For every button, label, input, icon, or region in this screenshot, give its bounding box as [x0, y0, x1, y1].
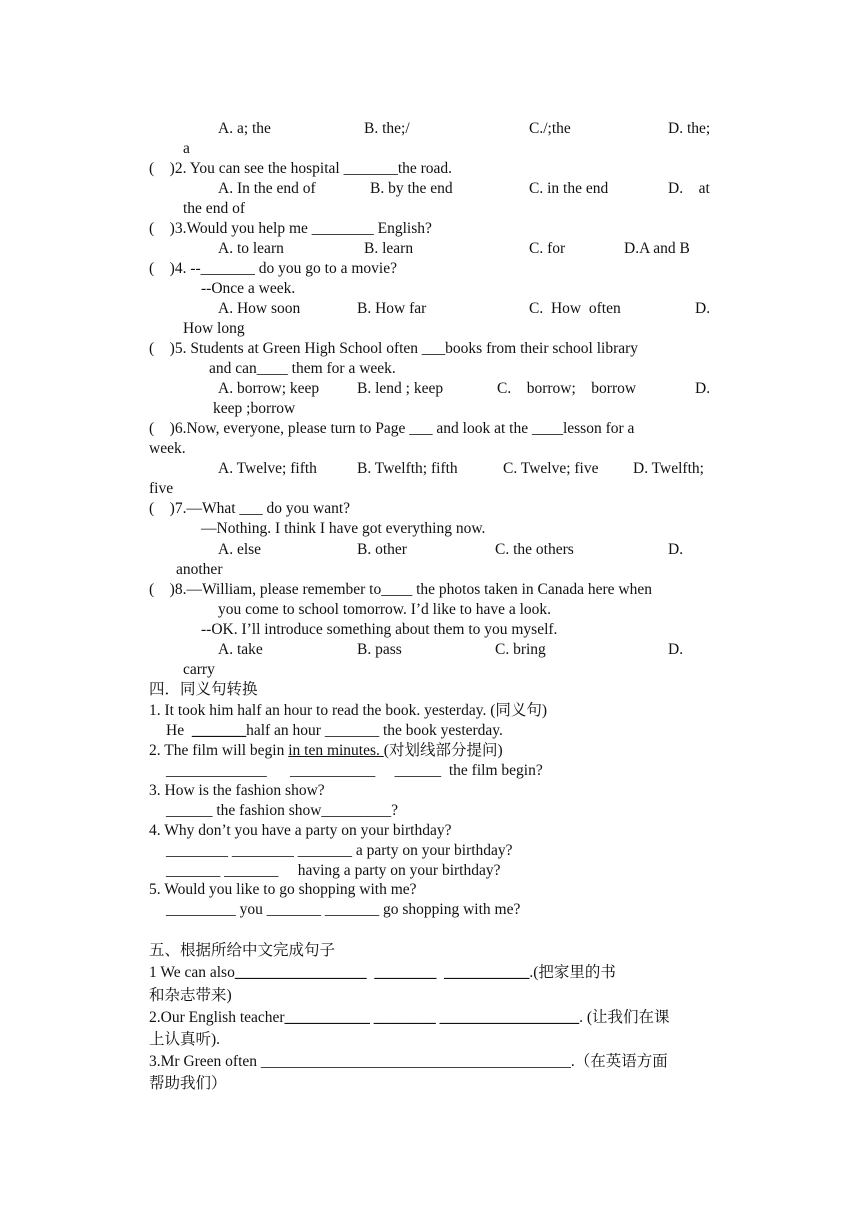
q7-stem-answer: —Nothing. I think I have got everything now.: [201, 520, 486, 537]
answer-1-blank: _______: [191, 722, 247, 739]
section4-answer-3: ______ the fashion show_________?: [166, 802, 399, 819]
q8-option-d: D.: [668, 641, 684, 658]
answer-1-prefix: He: [166, 722, 192, 739]
q2-option-d: D. at: [668, 180, 710, 197]
q1-option-d-wrap: a: [183, 140, 190, 157]
section5-sentence-2-wrap: 上认真听).: [149, 1031, 221, 1048]
q2-option-c: C. in the end: [529, 180, 609, 197]
q8-stem-wrap: you come to school tomorrow. I’d like to have a look.: [218, 601, 552, 618]
sentence-2-underlined: in ten minutes.: [288, 742, 384, 759]
q4-option-d: D.: [695, 300, 711, 317]
q4-option-c: C. How often: [529, 300, 621, 317]
section4-answer-2: _____________ ___________ ______ the film begin?: [166, 762, 543, 779]
section4-sentence-5: 5. Would you like to go shopping with me?: [149, 881, 417, 898]
q5-option-c: C. borrow; borrow: [497, 380, 637, 397]
q3-option-d: D.A and B: [624, 240, 690, 257]
sentence-2-prefix: 2. The film will begin: [149, 742, 289, 759]
q2-stem: ( )2. You can see the hospital _______the road.: [149, 160, 453, 177]
q7-option-c: C. the others: [495, 541, 574, 558]
s5-2-suffix: . (让我们在课: [579, 1009, 670, 1026]
s5-2-blank: ___________ ________ __________________: [284, 1009, 580, 1026]
q4-option-a: A. How soon: [218, 300, 301, 317]
section5-sentence-1: [149, 963, 616, 983]
section4-answer-1: [166, 721, 503, 741]
section4-answer-4a: ________ ________ _______ a party on your birthday?: [166, 842, 513, 859]
s5-1-blank: _________________ ________ ___________: [234, 964, 530, 981]
q6-option-d-wrap: five: [149, 480, 174, 497]
q5-stem: ( )5. Students at Green High School often ___books from their school library: [149, 340, 639, 357]
section4-title: 四．同义句转换: [149, 681, 258, 698]
q7-option-d-wrap: another: [176, 561, 223, 578]
q8-option-a: A. take: [218, 641, 263, 658]
q2-option-d-wrap: the end of: [183, 200, 245, 217]
q1-option-b: B. the;/: [364, 120, 410, 137]
q8-stem: ( )8.—William, please remember to____ the photos taken in Canada here when: [149, 581, 652, 598]
q8-option-c: C. bring: [495, 641, 546, 658]
q1-option-d: D. the;: [668, 120, 711, 137]
q2-option-a: A. In the end of: [218, 180, 316, 197]
section5-sentence-2: [149, 1008, 670, 1028]
section4-sentence-1: 1. It took him half an hour to read the book. yesterday. (同义句): [149, 702, 548, 719]
q6-option-b: B. Twelfth; fifth: [357, 460, 458, 477]
q1-option-c: C./;the: [529, 120, 571, 137]
section5-sentence-1-wrap: 和杂志带来): [149, 987, 232, 1004]
q7-option-a: A. else: [218, 541, 262, 558]
q3-option-a: A. to learn: [218, 240, 284, 257]
section4-sentence-2: [149, 741, 503, 761]
q5-stem-wrap: and can____ them for a week.: [209, 360, 396, 377]
q8-option-b: B. pass: [357, 641, 402, 658]
sentence-2-instruction: (对划线部分提问): [383, 742, 503, 759]
section4-sentence-4: 4. Why don’t you have a party on your birthday?: [149, 822, 452, 839]
s5-1-suffix: .(把家里的书: [529, 964, 616, 981]
q5-option-d-wrap: keep ;borrow: [213, 400, 296, 417]
q1-option-a: A. a; the: [218, 120, 271, 137]
q3-option-b: B. learn: [364, 240, 414, 257]
q6-option-c: C. Twelve; five: [503, 460, 599, 477]
q5-option-b: B. lend ; keep: [357, 380, 444, 397]
s5-2-prefix: 2.Our English teacher: [149, 1009, 285, 1026]
q3-option-c: C. for: [529, 240, 566, 257]
q3-stem: ( )3.Would you help me ________ English?: [149, 220, 432, 237]
section4-answer-5: _________ you _______ _______ go shopping with me?: [166, 901, 521, 918]
q5-option-d: D.: [695, 380, 711, 397]
q4-stem-answer: --Once a week.: [201, 280, 296, 297]
q7-stem: ( )7.—What ___ do you want?: [149, 500, 351, 517]
q4-option-b: B. How far: [357, 300, 427, 317]
answer-1-suffix: half an hour _______ the book yesterday.: [246, 722, 503, 739]
q4-stem: ( )4. --_______ do you go to a movie?: [149, 260, 397, 277]
section5-sentence-3-wrap: 帮助我们）: [149, 1075, 227, 1092]
q5-option-a: A. borrow; keep: [218, 380, 320, 397]
q4-option-d-wrap: How long: [183, 320, 245, 337]
q7-option-b: B. other: [357, 541, 407, 558]
q6-stem: ( )6.Now, everyone, please turn to Page ___ and look at the ____lesson for a: [149, 420, 635, 437]
q7-option-d: D.: [668, 541, 684, 558]
q8-stem-answer: --OK. I’ll introduce something about them to you myself.: [201, 621, 558, 638]
q8-option-d-wrap: carry: [183, 661, 215, 678]
s5-1-prefix: 1 We can also: [149, 964, 235, 981]
section4-sentence-3: 3. How is the fashion show?: [149, 782, 325, 799]
q2-option-b: B. by the end: [370, 180, 453, 197]
section5-title: 五、根据所给中文完成句子: [149, 942, 336, 959]
section5-sentence-3: 3.Mr Green often ________________________________________.（在英语方面: [149, 1053, 668, 1070]
section4-answer-4b: _______ _______ having a party on your birthday?: [166, 862, 501, 879]
q6-stem-wrap: week.: [149, 440, 186, 457]
q6-option-a: A. Twelve; fifth: [218, 460, 317, 477]
q6-option-d: D. Twelfth;: [633, 460, 704, 477]
